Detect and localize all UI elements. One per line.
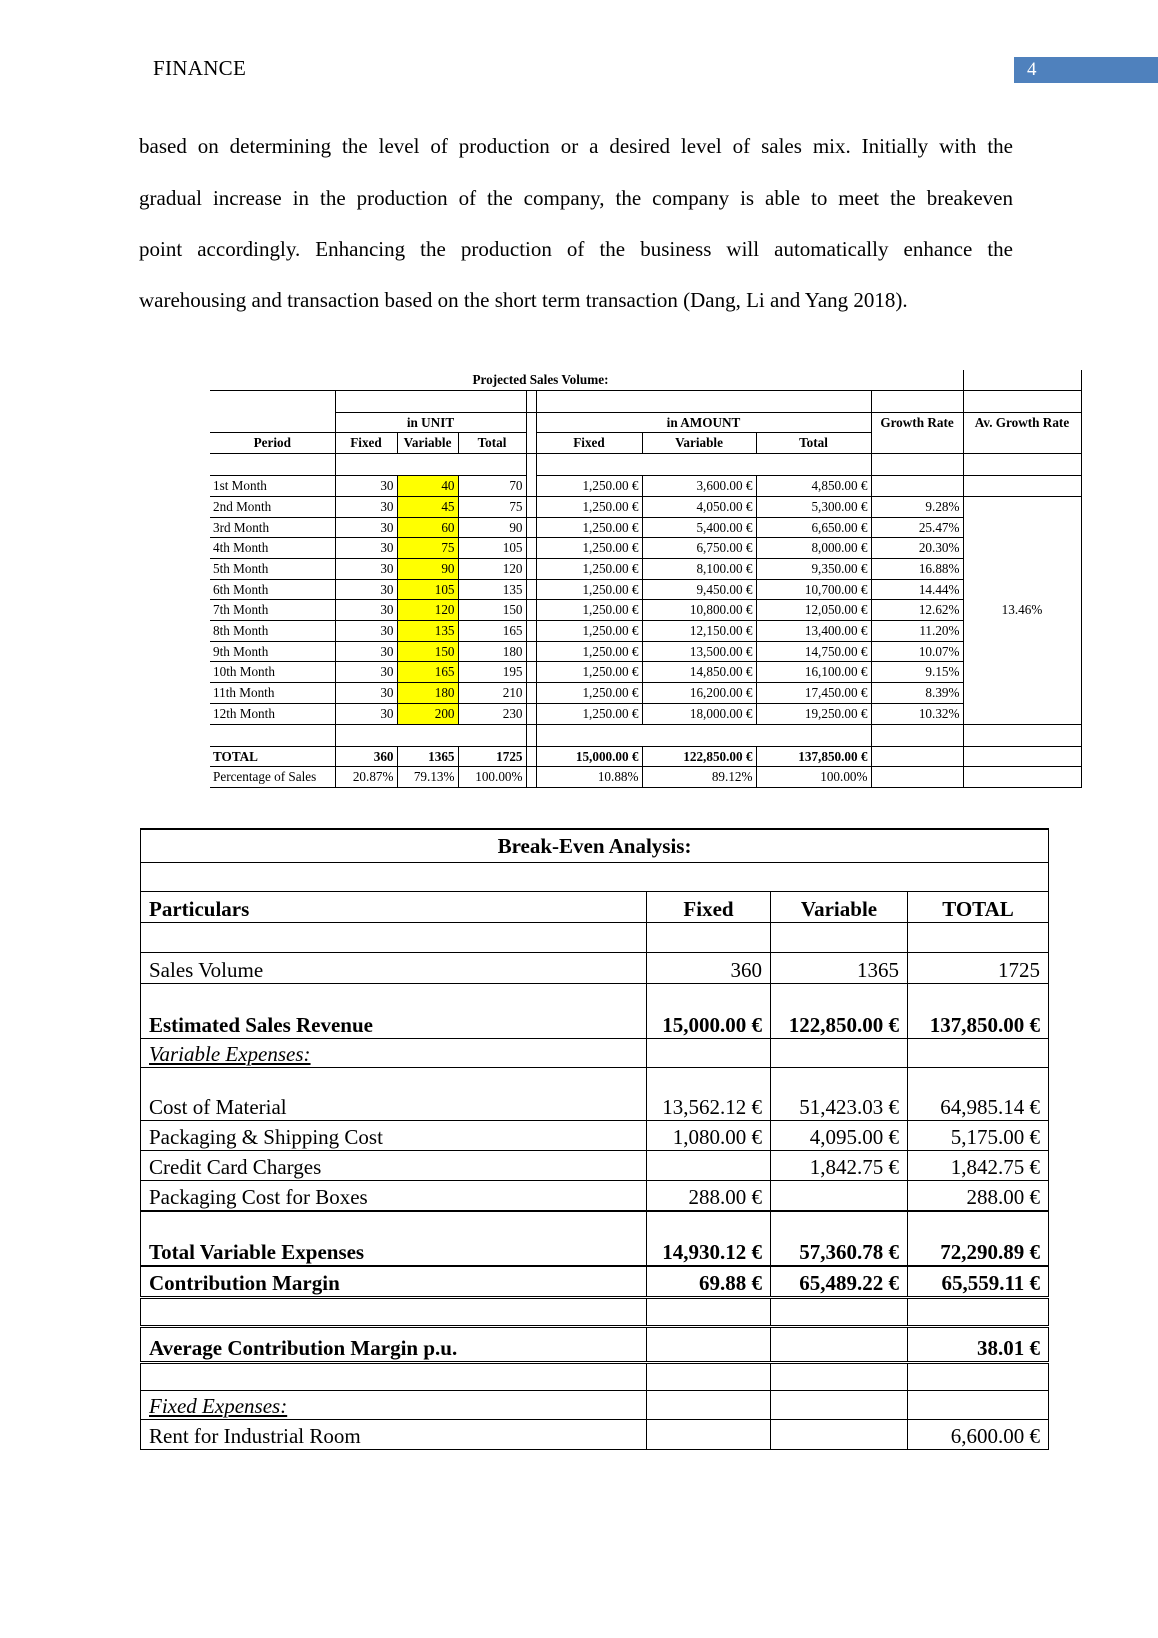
amount-cell: 1,250.00 €	[536, 517, 642, 538]
period-cell: 9th Month	[210, 641, 335, 662]
unit-cell: 120	[458, 558, 526, 579]
amount-cell: 5,400.00 €	[642, 517, 756, 538]
unit-cell: 30	[335, 538, 397, 559]
be-cell	[771, 1180, 908, 1211]
total-cell: 360	[335, 746, 397, 767]
month-row	[210, 579, 1081, 600]
unit-cell: 30	[335, 558, 397, 579]
be-cell: 69.88 €	[647, 1266, 771, 1297]
be-cell: 288.00 €	[908, 1180, 1049, 1211]
be-cell: 288.00 €	[647, 1180, 771, 1211]
unit-cell: 30	[335, 683, 397, 704]
col-total-amount: Total	[756, 433, 871, 454]
amount-cell: 1,250.00 €	[536, 621, 642, 642]
period-cell: 7th Month	[210, 600, 335, 621]
be-row-label: Estimated Sales Revenue	[141, 983, 647, 1038]
unit-cell: 75	[458, 496, 526, 517]
unit-cell: 200	[397, 703, 458, 724]
month-row	[210, 517, 1081, 538]
unit-cell: 135	[458, 579, 526, 600]
be-cell: 1,842.75 €	[771, 1150, 908, 1180]
unit-cell: 195	[458, 662, 526, 683]
be-cell: 13,562.12 €	[647, 1067, 771, 1120]
growth-rate-cell: 8.39%	[871, 683, 963, 704]
amount-cell: 6,750.00 €	[642, 538, 756, 559]
unit-cell: 30	[335, 476, 397, 497]
unit-cell: 60	[397, 517, 458, 538]
growth-rate-cell: 14.44%	[871, 579, 963, 600]
pct-label: Percentage of Sales	[210, 767, 335, 788]
pct-cell: 89.12%	[642, 767, 756, 788]
total-cell: 137,850.00 €	[756, 746, 871, 767]
growth-rate-cell: 9.15%	[871, 662, 963, 683]
be-cell: 64,985.14 €	[908, 1067, 1049, 1120]
be-cell: 65,559.11 €	[908, 1266, 1049, 1297]
unit-cell: 30	[335, 703, 397, 724]
avg-growth-rate-value: 13.46%	[963, 496, 1081, 724]
col-fixed-amount: Fixed	[536, 433, 642, 454]
col-fixed-unit: Fixed	[335, 433, 397, 454]
unit-cell: 165	[458, 621, 526, 642]
be-row-label: Rent for Industrial Room	[141, 1419, 647, 1449]
period-cell: 12th Month	[210, 703, 335, 724]
unit-cell: 30	[335, 600, 397, 621]
period-cell: 3rd Month	[210, 517, 335, 538]
amount-cell: 14,750.00 €	[756, 641, 871, 662]
amount-cell: 1,250.00 €	[536, 579, 642, 600]
be-cell	[647, 1150, 771, 1180]
unit-cell: 30	[335, 662, 397, 683]
amount-cell: 16,100.00 €	[756, 662, 871, 683]
period-cell: 1st Month	[210, 476, 335, 497]
be-cell: 6,600.00 €	[908, 1419, 1049, 1449]
total-cell: 1365	[397, 746, 458, 767]
be-cell: 38.01 €	[908, 1326, 1049, 1362]
month-row	[210, 476, 1081, 497]
amount-cell: 9,450.00 €	[642, 579, 756, 600]
month-row	[210, 703, 1081, 724]
be-row-label: Cost of Material	[141, 1067, 647, 1120]
amount-cell: 1,250.00 €	[536, 476, 642, 497]
page-number: 4	[1014, 57, 1158, 83]
unit-cell: 30	[335, 579, 397, 600]
be-cell: 57,360.78 €	[771, 1211, 908, 1266]
be-head-total: TOTAL	[908, 891, 1049, 922]
amount-cell: 4,050.00 €	[642, 496, 756, 517]
amount-cell: 1,250.00 €	[536, 641, 642, 662]
amount-cell: 1,250.00 €	[536, 558, 642, 579]
col-period: Period	[210, 433, 335, 454]
be-cell: 65,489.22 €	[771, 1266, 908, 1297]
be-cell: 72,290.89 €	[908, 1211, 1049, 1266]
total-cell: 122,850.00 €	[642, 746, 756, 767]
unit-cell: 40	[397, 476, 458, 497]
be-cell: 137,850.00 €	[908, 983, 1049, 1038]
be-head-particulars: Particulars	[141, 891, 647, 922]
be-head-fixed: Fixed	[647, 891, 771, 922]
paragraph-line: based on determining the level of production or a desired level of sales mix. Initially with the	[139, 134, 1013, 158]
growth-rate-cell	[871, 476, 963, 497]
be-row-label: Packaging Cost for Boxes	[141, 1180, 647, 1211]
col-total-unit: Total	[458, 433, 526, 454]
growth-rate-cell: 16.88%	[871, 558, 963, 579]
be-cell: 1,080.00 €	[647, 1120, 771, 1150]
be-row-label: Average Contribution Margin p.u.	[141, 1326, 647, 1362]
month-row	[210, 538, 1081, 559]
amount-cell: 10,700.00 €	[756, 579, 871, 600]
paragraph-line: gradual increase in the production of the company, the company is able to meet the breakeven	[139, 186, 1013, 210]
growth-rate-cell: 11.20%	[871, 621, 963, 642]
be-cell: 122,850.00 €	[771, 983, 908, 1038]
unit-cell: 30	[335, 641, 397, 662]
be-head-variable: Variable	[771, 891, 908, 922]
be-fixed-header: Fixed Expenses:	[141, 1390, 647, 1419]
amount-cell: 3,600.00 €	[642, 476, 756, 497]
unit-cell: 180	[397, 683, 458, 704]
unit-cell: 150	[458, 600, 526, 621]
amount-cell: 1,250.00 €	[536, 600, 642, 621]
unit-cell: 165	[397, 662, 458, 683]
amount-cell: 1,250.00 €	[536, 703, 642, 724]
unit-cell: 30	[335, 621, 397, 642]
amount-cell: 1,250.00 €	[536, 662, 642, 683]
unit-cell: 30	[335, 517, 397, 538]
period-cell: 6th Month	[210, 579, 335, 600]
amount-cell: 13,500.00 €	[642, 641, 756, 662]
amount-cell: 19,250.00 €	[756, 703, 871, 724]
total-cell: 1725	[458, 746, 526, 767]
month-row	[210, 496, 1081, 517]
month-row	[210, 621, 1081, 642]
be-cell: 14,930.12 €	[647, 1211, 771, 1266]
col-variable-unit: Variable	[397, 433, 458, 454]
amount-cell: 6,650.00 €	[756, 517, 871, 538]
unit-cell: 120	[397, 600, 458, 621]
pct-cell: 20.87%	[335, 767, 397, 788]
unit-cell: 75	[397, 538, 458, 559]
pct-cell: 100.00%	[756, 767, 871, 788]
avg-growth-rate-header: Av. Growth Rate	[963, 412, 1081, 433]
unit-cell: 230	[458, 703, 526, 724]
amount-cell: 13,400.00 €	[756, 621, 871, 642]
unit-cell: 105	[397, 579, 458, 600]
unit-cell: 210	[458, 683, 526, 704]
growth-rate-cell: 20.30%	[871, 538, 963, 559]
growth-rate-cell: 9.28%	[871, 496, 963, 517]
amount-cell: 12,150.00 €	[642, 621, 756, 642]
amount-cell: 8,100.00 €	[642, 558, 756, 579]
total-label: TOTAL	[210, 746, 335, 767]
be-row-label: Contribution Margin	[141, 1266, 647, 1297]
growth-rate-cell: 25.47%	[871, 517, 963, 538]
be-row-label: Credit Card Charges	[141, 1150, 647, 1180]
be-cell: 4,095.00 €	[771, 1120, 908, 1150]
unit-cell: 90	[458, 517, 526, 538]
growth-rate-cell: 10.07%	[871, 641, 963, 662]
unit-cell: 90	[397, 558, 458, 579]
amount-cell: 12,050.00 €	[756, 600, 871, 621]
amount-cell: 1,250.00 €	[536, 683, 642, 704]
amount-cell: 5,300.00 €	[756, 496, 871, 517]
unit-cell: 180	[458, 641, 526, 662]
unit-cell: 70	[458, 476, 526, 497]
growth-rate-cell: 10.32%	[871, 703, 963, 724]
break-even-title: Break-Even Analysis:	[141, 829, 1049, 862]
page-header-title: FINANCE	[153, 56, 247, 80]
unit-cell: 30	[335, 496, 397, 517]
total-cell: 15,000.00 €	[536, 746, 642, 767]
col-variable-amount: Variable	[642, 433, 756, 454]
be-variable-header: Variable Expenses:	[141, 1038, 647, 1067]
amount-cell: 16,200.00 €	[642, 683, 756, 704]
unit-cell: 150	[397, 641, 458, 662]
be-cell: 15,000.00 €	[647, 983, 771, 1038]
pct-cell: 10.88%	[536, 767, 642, 788]
month-row	[210, 641, 1081, 662]
be-row-label: Packaging & Shipping Cost	[141, 1120, 647, 1150]
amount-cell: 8,000.00 €	[756, 538, 871, 559]
month-row	[210, 558, 1081, 579]
group-unit-header: in UNIT	[335, 412, 526, 433]
amount-cell: 9,350.00 €	[756, 558, 871, 579]
growth-rate-header: Growth Rate	[871, 412, 963, 433]
sales-table-title: Projected Sales Volume:	[210, 370, 871, 390]
period-cell: 5th Month	[210, 558, 335, 579]
amount-cell: 17,450.00 €	[756, 683, 871, 704]
amount-cell: 4,850.00 €	[756, 476, 871, 497]
projected-sales-table	[210, 370, 1082, 788]
unit-cell: 135	[397, 621, 458, 642]
be-cell: 1,842.75 €	[908, 1150, 1049, 1180]
pct-cell: 79.13%	[397, 767, 458, 788]
period-cell: 11th Month	[210, 683, 335, 704]
amount-cell: 10,800.00 €	[642, 600, 756, 621]
be-cell: 360	[647, 952, 771, 983]
paragraph-line: point accordingly. Enhancing the production of the business will automatically enhance the	[139, 237, 1013, 261]
amount-cell: 14,850.00 €	[642, 662, 756, 683]
month-row	[210, 683, 1081, 704]
be-cell: 5,175.00 €	[908, 1120, 1049, 1150]
break-even-table	[140, 828, 1049, 1450]
month-row	[210, 600, 1081, 621]
unit-cell: 105	[458, 538, 526, 559]
be-cell: 1365	[771, 952, 908, 983]
period-cell: 10th Month	[210, 662, 335, 683]
unit-cell: 45	[397, 496, 458, 517]
period-cell: 8th Month	[210, 621, 335, 642]
period-cell: 4th Month	[210, 538, 335, 559]
amount-cell: 1,250.00 €	[536, 538, 642, 559]
be-row-label: Total Variable Expenses	[141, 1211, 647, 1266]
paragraph-line: warehousing and transaction based on the short term transaction (Dang, Li and Yang 2018).	[139, 288, 908, 312]
amount-cell: 1,250.00 €	[536, 496, 642, 517]
be-cell: 51,423.03 €	[771, 1067, 908, 1120]
pct-cell: 100.00%	[458, 767, 526, 788]
be-row-label: Sales Volume	[141, 952, 647, 983]
amount-cell: 18,000.00 €	[642, 703, 756, 724]
be-cell: 1725	[908, 952, 1049, 983]
period-cell: 2nd Month	[210, 496, 335, 517]
month-row	[210, 662, 1081, 683]
group-amount-header: in AMOUNT	[536, 412, 871, 433]
growth-rate-cell: 12.62%	[871, 600, 963, 621]
